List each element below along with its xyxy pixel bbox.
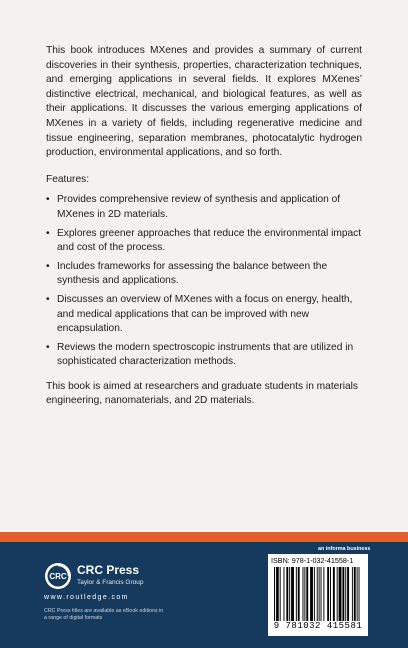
barcode-bar [319, 567, 320, 621]
barcode-bar [342, 567, 344, 621]
barcode-bar [280, 567, 281, 621]
barcode-bar [310, 567, 313, 621]
features-list [46, 193, 362, 370]
barcode-bar [284, 567, 285, 621]
publisher-footer [0, 542, 408, 648]
barcode-bar [291, 567, 294, 621]
ebook-note: CRC Press titles are available as eBook editions in a range of digital formats [44, 608, 164, 621]
barcode-bar [277, 567, 279, 621]
bullet-icon: • [46, 194, 50, 206]
feature-text: Includes frameworks for assessing the balance between the synthesis and applications. [57, 260, 328, 287]
barcode-bar [303, 567, 304, 621]
list-item [46, 341, 362, 370]
barcode-bar [359, 567, 360, 621]
barcode-bar [304, 567, 305, 621]
barcode-bar [337, 567, 338, 621]
barcode-bar [306, 567, 308, 621]
crc-logo-icon [44, 562, 72, 590]
barcode-bar [298, 567, 300, 621]
barcode-bar [354, 567, 356, 621]
barcode-bar [289, 567, 290, 621]
informa-tagline: an informa business [318, 546, 371, 552]
list-item [46, 260, 362, 289]
isbn-text: ISBN: 978-1-032-41558-1 [271, 556, 354, 565]
bullet-icon: • [46, 293, 50, 305]
barcode-bar [357, 567, 358, 621]
blurb [46, 44, 362, 409]
crc-logo-text: CRC [49, 572, 67, 581]
barcode-bar [339, 567, 342, 621]
publisher-name: CRC Press [77, 563, 140, 577]
barcode-bar [323, 567, 324, 621]
barcode-bar [327, 567, 329, 621]
list-item [46, 293, 362, 337]
barcode-bar [296, 567, 297, 621]
barcode-icon [274, 567, 362, 621]
barcode-bar [317, 567, 318, 621]
website-url: www.routledge.com [44, 594, 129, 601]
barcode-bar [321, 567, 322, 621]
ean-digits: 9 781032 415581 [273, 621, 363, 631]
barcode-bar [286, 567, 288, 621]
list-item [46, 227, 362, 256]
intro-paragraph: This book introduces MXenes and provides a summary of current discoveries in their synthesis, properties, characterization techniques, and emerging applications in several fields. It explores MXenes’ distinctive electrical, mechanical, and biological features, as well as their applications. It discusses the various emerging applications of MXenes in a variety of fields, including regenerative medicine and tissue engineering, separation membranes, photocatalytic hydrogen production, environmental applications, and so forth. [46, 45, 362, 159]
bullet-icon: • [46, 227, 50, 239]
feature-text: Reviews the modern spectroscopic instruments that are utilized in sophisticated characterization methods. [57, 341, 354, 368]
barcode-box [268, 554, 368, 636]
audience-paragraph: This book is aimed at researchers and graduate students in materials engineering, nanomaterials, and 2D materials. [46, 380, 359, 407]
accent-bar [0, 532, 408, 542]
bullet-icon: • [46, 260, 50, 272]
publisher-group: Taylor & Francis Group [77, 579, 144, 586]
barcode-bar [333, 567, 335, 621]
barcode-bar [276, 567, 277, 621]
barcode-bar [330, 567, 331, 621]
barcode-bar [314, 567, 315, 621]
feature-text: Discusses an overview of MXenes with a focus on energy, health, and medical applications that can be improved with new encapsulation. [57, 293, 353, 335]
barcode-bar [347, 567, 349, 621]
barcode-bar [345, 567, 346, 621]
list-item [46, 193, 362, 222]
bullet-icon: • [46, 341, 50, 353]
feature-text: Explores greener approaches that reduce the environmental impact and cost of the process. [57, 227, 362, 254]
feature-text: Provides comprehensive review of synthesis and application of MXenes in 2D materials. [57, 194, 341, 220]
barcode-bar [274, 567, 275, 621]
barcode-bar [352, 567, 353, 621]
features-heading: Features: [46, 173, 90, 185]
